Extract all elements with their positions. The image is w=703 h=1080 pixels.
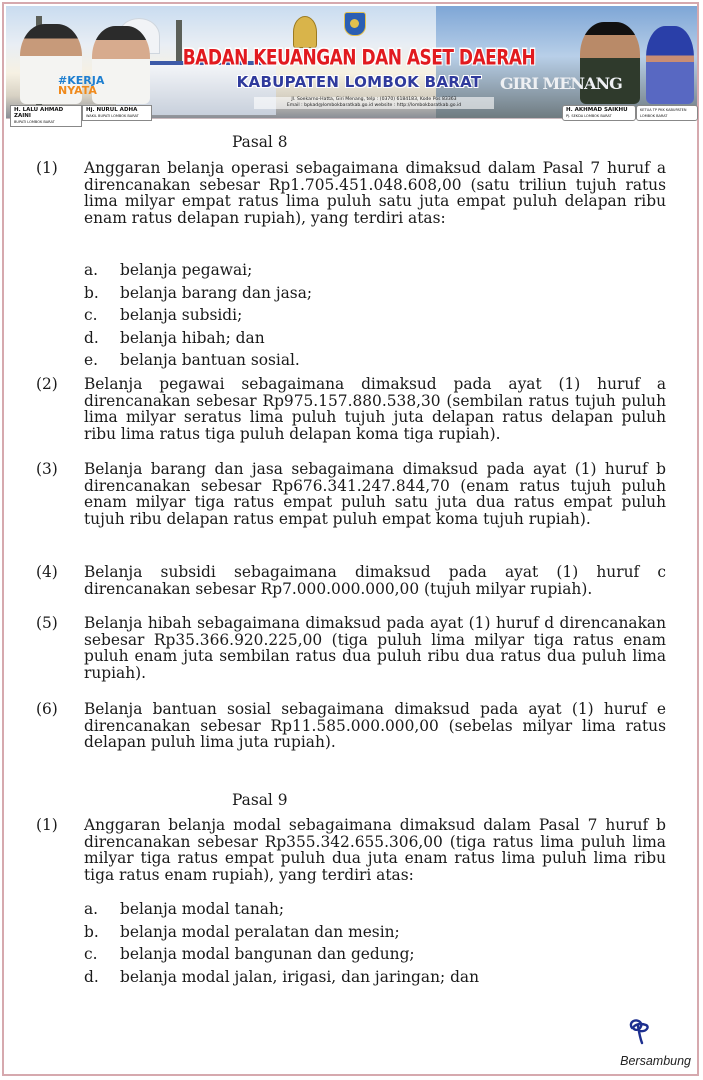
nameplate-sekda <box>562 105 636 121</box>
kerja-nyata-logo <box>58 76 104 96</box>
official-name: H. LALU AHMAD ZAINI <box>14 107 64 119</box>
item-letter: a. <box>84 900 99 918</box>
ayat-text: Belanja pegawai sebagaimana dimaksud pada ayat (1) huruf a direncanakan sebesar Rp975.157.880.538,30 (sembilan ratus tujuh puluh lima milyar seratus lima puluh tujuh juta delapan ratus delapan puluh ribu lima ratus tiga puluh delapan koma tiga rupiah). <box>84 375 666 443</box>
pasal-8-ayat-6 <box>36 701 666 751</box>
nameplate-ketua-pkk <box>636 105 698 121</box>
ayat-number: (1) <box>36 159 58 177</box>
official-role: BUPATI LOMBOK BARAT <box>14 120 55 124</box>
agency-address <box>254 97 494 109</box>
ayat-number: (1) <box>36 816 58 834</box>
pasal-8-ayat-5 <box>36 615 666 681</box>
ayat-text: Anggaran belanja modal sebagaimana dimaksud dalam Pasal 7 huruf b direncanakan sebesar Rp355.342.655.306,00 (tiga ratus lima puluh lima milyar tiga ratus empat puluh dua juta enam ratus lima puluh lima ribu tiga ratus enam rupiah), yang terdiri atas: <box>84 816 666 884</box>
item-text: belanja modal bangunan dan gedung; <box>120 945 415 963</box>
ayat-text: Belanja barang dan jasa sebagaimana dimaksud pada ayat (1) huruf b direncanakan sebesar Rp676.341.247.844,70 (enam ratus tujuh puluh enam milyar tiga ratus empat puluh satu juta dua ratus empat puluh tujuh ribu delapan ratus empat puluh empat koma tujuh rupiah). <box>84 460 666 528</box>
item-text: belanja bantuan sosial. <box>120 351 300 369</box>
address-line: Jl. Soekarno-Hatta, Giri Menang, telp : (0370) 6184183, Kode Pos 83363 <box>291 97 457 102</box>
item-letter: b. <box>84 922 99 941</box>
ayat-text: Belanja hibah sebagaimana dimaksud pada ayat (1) huruf d direncanakan sebesar Rp35.366.920.225,00 (tiga puluh lima milyar tiga ratus enam puluh enam juta sembilan ratus dua puluh ribu dua ratus dua puluh lima rupiah). <box>84 614 666 682</box>
official-role: WAKIL BUPATI LOMBOK BARAT <box>86 114 139 118</box>
regency-title: KABUPATEN LOMBOK BARAT <box>236 73 482 91</box>
official-name: KETUA TP PKK KABUPATEN LOMBOK BARAT <box>640 108 687 118</box>
official-photo-ketua-pkk <box>646 26 694 104</box>
giri-menang-landmark-text: GIRI MENANG <box>500 74 622 93</box>
regency-emblem-icon <box>344 12 366 36</box>
pasal-9-ayat-1 <box>36 817 666 883</box>
agency-title: BADAN KEUANGAN DAN ASET DAERAH <box>182 45 536 71</box>
pasal-8-ayat-4 <box>36 564 666 597</box>
ayat-number: (2) <box>36 375 58 393</box>
minaret-image <box>293 16 317 48</box>
item-letter: b. <box>84 283 99 302</box>
ayat-text: Belanja subsidi sebagaimana dimaksud pada ayat (1) huruf c direncanakan sebesar Rp7.000.000.000,00 (tujuh milyar rupiah). <box>84 563 666 598</box>
item-letter: a. <box>84 261 99 279</box>
official-role: PJ. SEKDA LOMBOK BARAT <box>566 114 612 118</box>
item-letter: d. <box>84 967 99 986</box>
item-letter: e. <box>84 351 99 369</box>
pasal-9-heading: Pasal 9 <box>232 791 288 809</box>
pasal-8-ayat-2 <box>36 376 666 442</box>
ayat-number: (4) <box>36 563 58 581</box>
item-letter: d. <box>84 328 99 347</box>
official-name: H. AKHMAD SAIKHU <box>566 107 628 113</box>
ayat-text: Anggaran belanja operasi sebagaimana dimaksud dalam Pasal 7 huruf a direncanakan sebesar Rp1.705.451.048.608,00 (satu triliun tujuh ratus lima milyar empat ratus lima puluh satu juta empat puluh delapan ribu enam ratus delapan rupiah), yang terdiri atas: <box>84 159 666 227</box>
paraf-signature-icon <box>626 1016 652 1046</box>
item-text: belanja hibah; dan <box>120 328 265 347</box>
hashtag-line1: #KERJA <box>58 74 105 87</box>
nameplate-bupati <box>10 105 82 127</box>
item-text: belanja barang dan jasa; <box>120 283 313 302</box>
ayat-number: (3) <box>36 460 58 478</box>
hashtag-line2: NYATA <box>58 84 97 97</box>
nameplate-wakil-bupati <box>82 105 152 121</box>
item-text: belanja subsidi; <box>120 306 243 324</box>
item-text: belanja pegawai; <box>120 261 253 279</box>
item-text: belanja modal peralatan dan mesin; <box>120 922 400 941</box>
ayat-number: (6) <box>36 700 58 718</box>
continued-label: Bersambung <box>620 1054 691 1068</box>
item-text: belanja modal jalan, irigasi, dan jaringan; dan <box>120 967 480 986</box>
official-name: Hj. NURUL ADHA <box>86 107 138 113</box>
contact-line: Email : bpkad@lombokbaratkab.go.id website : http://lombokbaratkab.go.id <box>286 103 462 108</box>
pasal-8-heading: Pasal 8 <box>232 133 288 151</box>
item-letter: c. <box>84 306 98 324</box>
item-letter: c. <box>84 945 98 963</box>
item-text: belanja modal tanah; <box>120 900 285 918</box>
pasal-8-ayat-1 <box>36 160 666 226</box>
pasal-8-ayat-3 <box>36 461 666 527</box>
ayat-number: (5) <box>36 614 58 632</box>
ayat-text: Belanja bantuan sosial sebagaimana dimaksud pada ayat (1) huruf e direncanakan sebesar Rp11.585.000.000,00 (sebelas milyar lima ratus delapan puluh lima juta rupiah). <box>84 700 666 752</box>
header-banner <box>6 6 697 124</box>
